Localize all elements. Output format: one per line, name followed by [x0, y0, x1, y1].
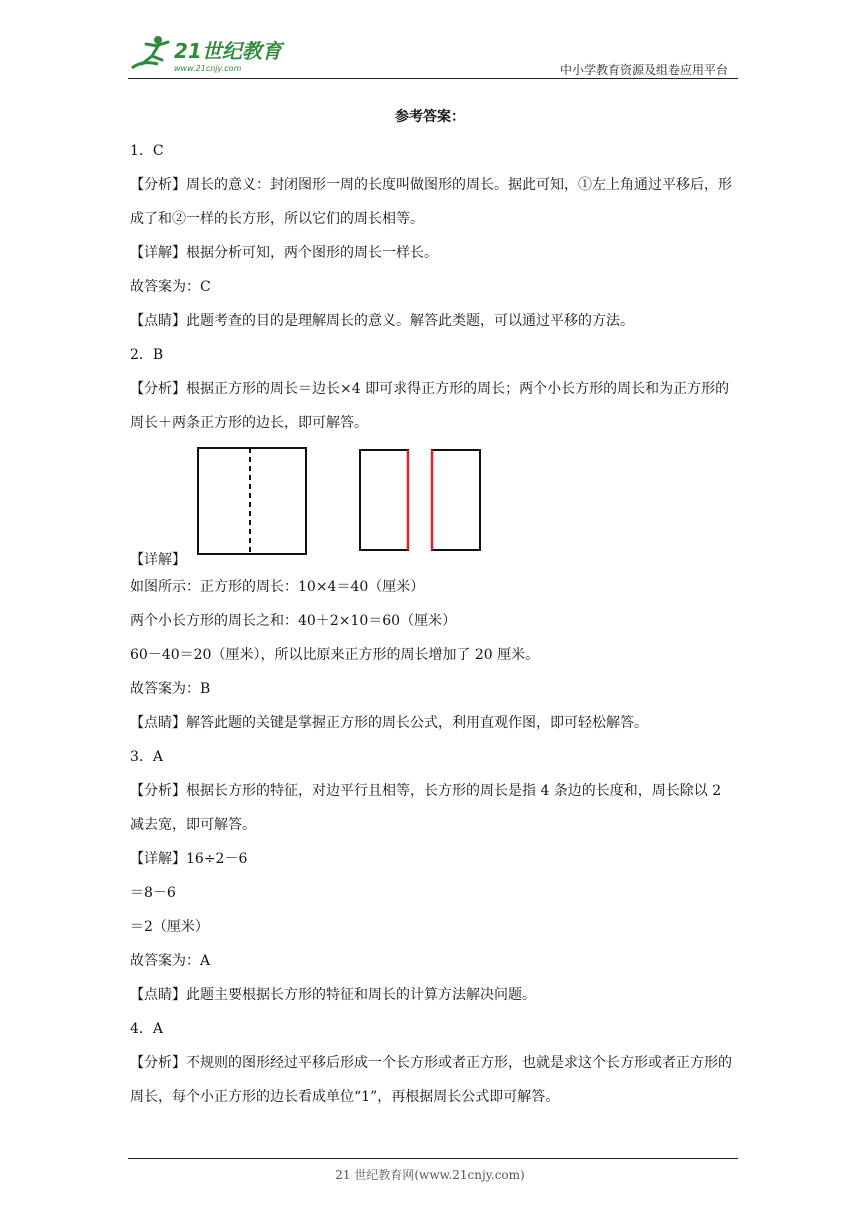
q4-number: 4．A	[130, 1021, 164, 1037]
q2-step3: 60－40＝20（厘米），所以比原来正方形的周长增加了 20 厘米。	[130, 647, 540, 663]
q3-step1: ＝8－6	[130, 885, 176, 901]
q1-detail: 【详解】根据分析可知，两个图形的周长一样长。	[130, 245, 438, 261]
rectangle-right	[432, 450, 480, 550]
q2-figure-row	[130, 440, 738, 570]
q2-answer: 故答案为：B	[130, 681, 211, 697]
q1-comment: 【点睛】此题考查的目的是理解周长的意义。解答此类题，可以通过平移的方法。	[130, 313, 634, 329]
q2-detail-label: 【详解】	[130, 552, 186, 568]
q2-step1: 如图所示：正方形的周长：10×4＝40（厘米）	[130, 579, 425, 595]
q3-analysis: 【分析】根据长方形的特征，对边平行且相等，长方形的周长是指 4 条边的长度和，周长除以 2 减去宽，即可解答。	[130, 783, 722, 833]
footer-divider	[128, 1158, 738, 1159]
square-shape	[198, 448, 306, 554]
q2-number: 2．B	[130, 347, 164, 363]
q3-number: 3．A	[130, 749, 164, 765]
logo-text: 21世纪教育	[174, 39, 282, 63]
page-footer: 21 世纪教育网(www.21cnjy.com)	[335, 1168, 525, 1182]
platform-name: 中小学教育资源及组卷应用平台	[559, 63, 728, 77]
q3-detail: 【详解】16÷2－6	[130, 851, 248, 867]
q3-answer: 故答案为：A	[130, 953, 211, 969]
q1-analysis: 【分析】周长的意义：封闭图形一周的长度叫做图形的周长。据此可知，①左上角通过平移后，形成了和②一样的长方形，所以它们的周长相等。	[130, 177, 732, 227]
q1-answer: 故答案为：C	[130, 279, 211, 295]
q2-analysis: 【分析】根据正方形的周长＝边长×4 即可求得正方形的周长；两个小长方形的周长和为正方形的周长＋两条正方形的边长，即可解答。	[130, 381, 730, 431]
logo-url: www.21cnjy.com	[174, 64, 242, 73]
header-divider	[128, 78, 738, 79]
page-title: 参考答案：	[395, 109, 465, 125]
logo-icon	[128, 30, 298, 78]
q3-step2: ＝2（厘米）	[130, 919, 209, 935]
page-header	[128, 30, 738, 78]
q3-comment: 【点睛】此题主要根据长方形的特征和周长的计算方法解决问题。	[130, 987, 536, 1003]
q2-comment: 【点睛】解答此题的关键是掌握正方形的周长公式，利用直观作图，即可轻松解答。	[130, 715, 648, 731]
q4-analysis: 【分析】不规则的图形经过平移后形成一个长方形或者正方形，也就是求这个长方形或者正方形的周长，每个小正方形的边长看成单位“1”，再根据周长公式即可解答。	[130, 1055, 732, 1105]
q1-number: 1．C	[130, 143, 164, 159]
q2-step2: 两个小长方形的周长之和：40＋2×10＝60（厘米）	[130, 613, 457, 629]
q2-figure	[194, 446, 494, 556]
answer-content	[130, 134, 738, 1114]
rectangle-left	[360, 450, 408, 550]
